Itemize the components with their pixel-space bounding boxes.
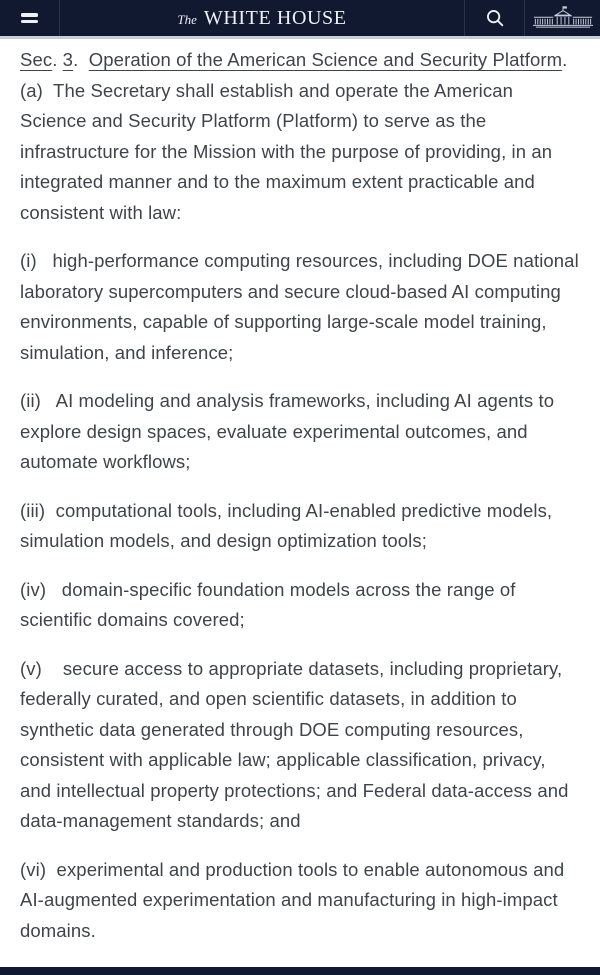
body-text: (vi) experimental and production tools to enable autonomous and AI-augmented experimentation and manufacturing in high-impact domains. xyxy=(20,858,569,941)
body-text: (iv) domain-specific foundation models across the range of scientific domains covered; xyxy=(20,578,521,630)
body-text: (i) high-performance computing resources, including DOE national laboratory supercomputers and secure cloud-based AI computing environments, capable of supporting large-scale model training, simulation, and inference; xyxy=(20,250,585,363)
site-header xyxy=(0,0,600,39)
paragraph xyxy=(20,575,580,636)
search-button[interactable] xyxy=(464,0,524,36)
next-section-edge xyxy=(0,967,600,975)
paragraph xyxy=(20,496,580,557)
paragraph xyxy=(20,246,585,368)
document-body xyxy=(0,39,600,946)
menu-button[interactable] xyxy=(0,0,60,36)
underlined-text: 3 xyxy=(62,49,74,70)
paragraph xyxy=(20,386,580,478)
site-logo[interactable] xyxy=(60,0,464,36)
search-icon xyxy=(484,7,506,29)
underlined-text: Sec xyxy=(20,49,53,70)
body-text: . xyxy=(73,49,89,70)
white-house-building-icon xyxy=(531,5,595,31)
paragraph xyxy=(20,654,580,837)
logo-the-text: The xyxy=(177,12,197,27)
body-text: (iii) computational tools, including AI-enabled predictive models, simulation models, and design optimization tools; xyxy=(20,499,558,551)
body-text: (ii) AI modeling and analysis frameworks, including AI agents to explore design spaces, evaluate experimental outcomes, and automate workflows; xyxy=(20,390,560,472)
body-text: (v) secure access to appropriate datasets, including proprietary, federally curated, and open scientific datasets, in addition to synthetic data generated through DOE computing resources, consistent with applicable law; applicable classification, privacy, and intellectual property protections; and Federal data-access and data-management standards; and xyxy=(20,657,574,831)
home-button[interactable] xyxy=(524,0,600,36)
logo-title-text: WHITE HOUSE xyxy=(203,6,347,29)
body-text: . xyxy=(52,49,63,70)
hamburger-menu-icon xyxy=(21,13,38,22)
paragraph xyxy=(20,45,580,228)
paragraph xyxy=(20,855,580,947)
body-text: . (a) The Secretary shall establish and operate the American Science and Security Platform (Platform) to serve as the infrastructure for the Mission with the purpose of providing, in an integrated manner and to the maximum extent practicable and consistent with law: xyxy=(20,49,578,223)
underlined-text: Operation of the American Science and Security Platform xyxy=(88,49,563,70)
